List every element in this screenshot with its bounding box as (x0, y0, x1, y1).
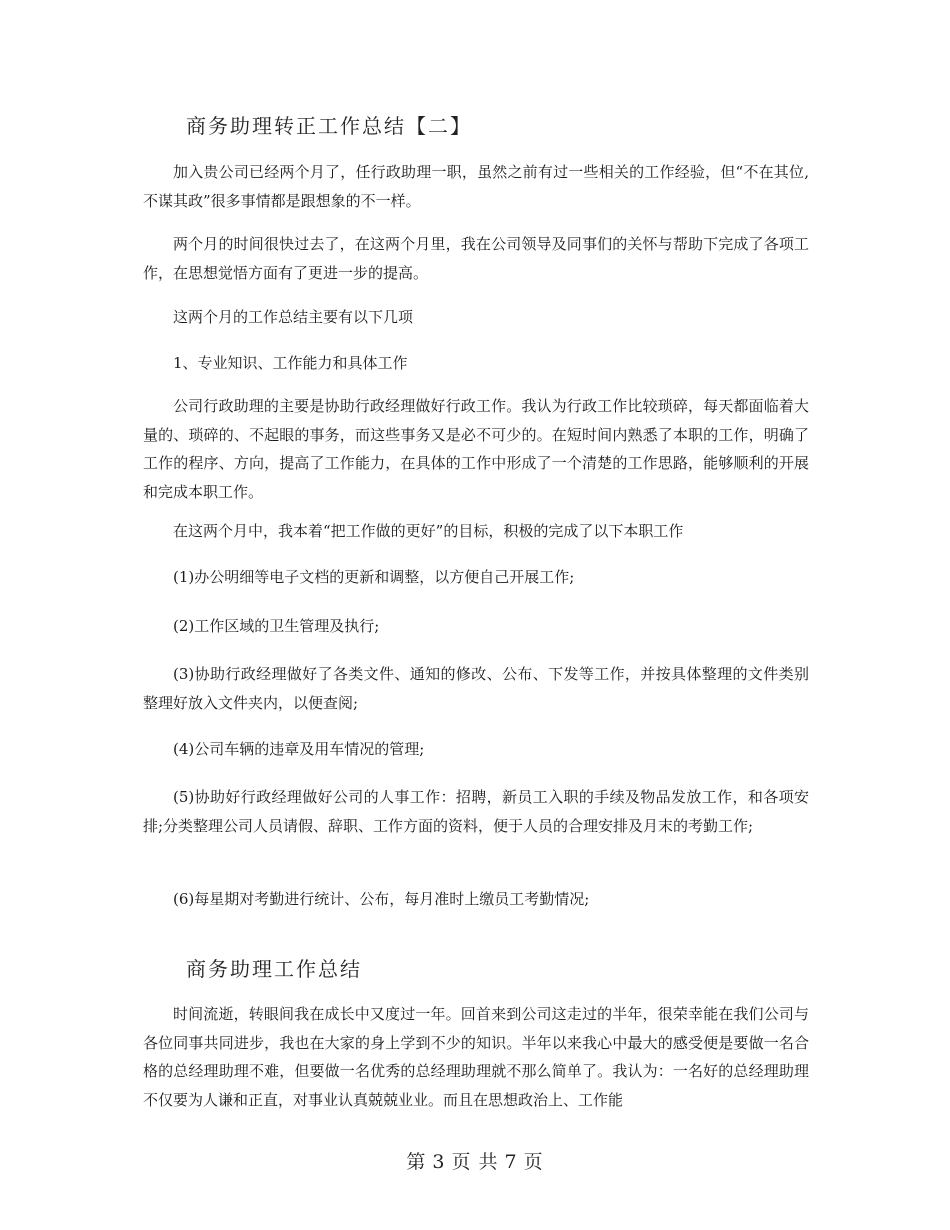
paragraph: 在这两个月中，我本着“把工作做的更好”的目标，积极的完成了以下本职工作 (173, 522, 684, 540)
page-footer (0, 1149, 950, 1175)
list-item: (4)公司车辆的违章及用车情况的管理; (173, 740, 425, 758)
footer-suffix: 页 (523, 1151, 544, 1173)
list-item: (2)工作区域的卫生管理及执行; (173, 617, 380, 635)
page-total: 7 (504, 1151, 518, 1173)
list-heading: 1、专业知识、工作能力和具体工作 (173, 354, 408, 372)
list-item: (5)协助好行政经理做好公司的人事工作：招聘，新员工入职的手续及物品发放工作，和各项安排;分类整理公司人员请假、辞职、工作方面的资料，便于人员的合理安排及月末的考勤工作; (143, 788, 809, 835)
footer-prefix: 第 (406, 1151, 427, 1173)
paragraph: 时间流逝，转眼间我在成长中又度过一年。回首来到公司这走过的半年，很荣幸能在我们公司与各位同事共同进步，我也在大家的身上学到不少的知识。半年以来我心中最大的感受便是要做一名合格的总经理助理不难，但要做一名优秀的总经理助理就不那么简单了。我认为：一名好的总经理助理不仅要为人谦和正直，对事业认真兢兢业业。而且在思想政治上、工作能 (143, 1005, 809, 1109)
footer-middle: 页 共 (451, 1151, 499, 1173)
page-number: 3 (432, 1151, 446, 1173)
paragraph: 加入贵公司已经两个月了，任行政助理一职，虽然之前有过一些相关的工作经验，但“不在其位,不谋其政”很多事情都是跟想象的不一样。 (143, 163, 809, 210)
list-item: (1)办公明细等电子文档的更新和调整，以方便自己开展工作; (173, 568, 575, 586)
paragraph: 两个月的时间很快过去了，在这两个月里，我在公司领导及同事们的关怀与帮助下完成了各项工作，在思想觉悟方面有了更进一步的提高。 (143, 235, 809, 282)
paragraph: 公司行政助理的主要是协助行政经理做好行政工作。我认为行政工作比较琐碎，每天都面临着大量的、琐碎的、不起眼的事务，而这些事务又是必不可少的。在短时间内熟悉了本职的工作，明确了工作的程序、方向，提高了工作能力，在具体的工作中形成了一个清楚的工作思路，能够顺利的开展和完成本职工作。 (143, 397, 809, 501)
section-title-probation-summary: 商务助理转正工作总结【二】 (186, 114, 472, 138)
paragraph: 这两个月的工作总结主要有以下几项 (173, 308, 414, 326)
section-title-work-summary: 商务助理工作总结 (186, 957, 362, 981)
list-item: (6)每星期对考勤进行统计、公布，每月准时上缴员工考勤情况; (173, 890, 590, 908)
list-item: (3)协助行政经理做好了各类文件、通知的修改、公布、下发等工作，并按具体整理的文件类别整理好放入文件夹内，以便查阅; (143, 665, 809, 712)
